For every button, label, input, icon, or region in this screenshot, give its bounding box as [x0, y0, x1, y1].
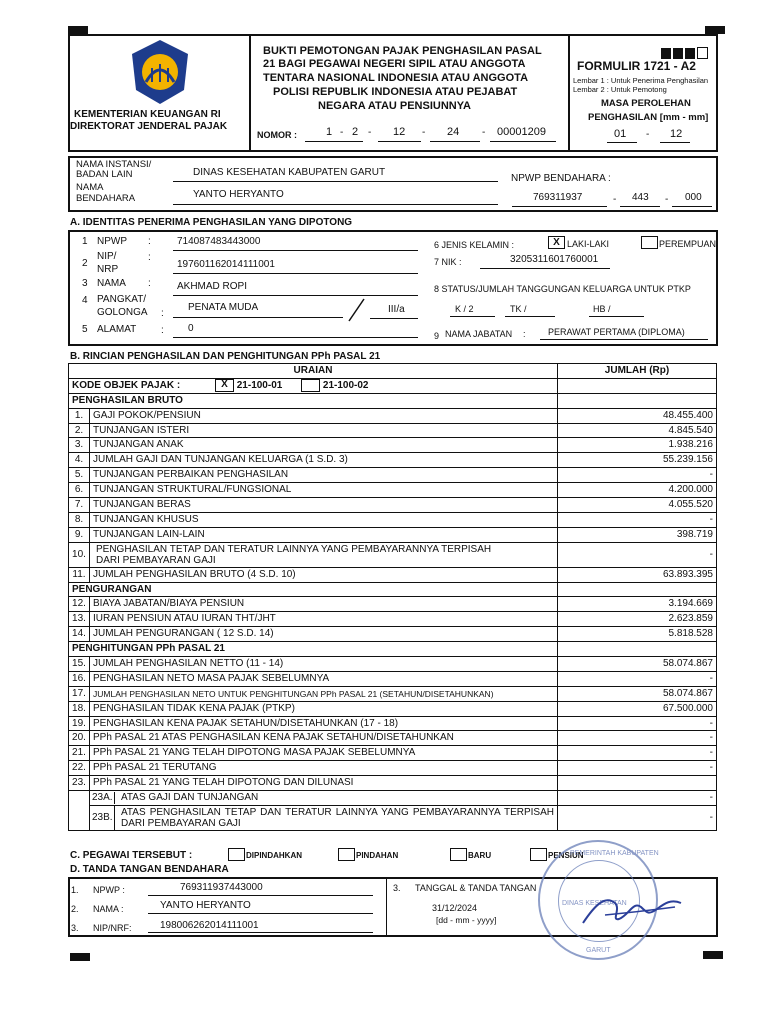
row-no: 23. [69, 776, 90, 791]
corner-marker-tr [705, 26, 725, 34]
table-cell [558, 642, 717, 657]
row-amount: 58.074.867 [558, 657, 717, 672]
row-no: 14. [69, 627, 90, 642]
a-alamat-value: 0 [188, 323, 194, 334]
row-no: 17. [69, 686, 90, 701]
row-no: 20. [69, 731, 90, 746]
row-no: 9. [69, 527, 90, 542]
a-jabatan-value: PERAWAT PERTAMA (DIPLOMA) [548, 327, 685, 337]
a-pangkat-label-2: GOLONGA [97, 307, 148, 318]
masa-from: 01 [614, 128, 627, 140]
table-row [69, 498, 717, 513]
row-amount: - [558, 761, 717, 776]
table-row [69, 761, 717, 776]
masa-to: 12 [670, 128, 683, 140]
d-num-2: 2. [71, 904, 79, 914]
table-row [69, 612, 717, 627]
row-no: 13. [69, 612, 90, 627]
a-nip-label-1: NIP/ [97, 251, 117, 262]
bruto-title: PENGHASILAN BRUTO [69, 393, 558, 408]
nomor-label: NOMOR : [257, 130, 297, 140]
form-name: FORMULIR 1721 - A2 [577, 59, 696, 73]
npwp-bendahara-part-1: 769311937 [533, 192, 583, 203]
form-title-line-1: BUKTI PEMOTONGAN PAJAK PENGHASILAN PASAL [263, 45, 542, 57]
row-amount: 4.200.000 [558, 483, 717, 498]
a-pangkat-num: 4 [82, 295, 88, 306]
form-title-line-4: POLISI REPUBLIK INDONESIA ATAU PEJABAT [273, 86, 518, 98]
table-row [69, 597, 717, 612]
baru-checkbox[interactable] [450, 848, 467, 861]
table-cell [558, 393, 717, 408]
row-amount: - [558, 731, 717, 746]
row-amount: 67.500.000 [558, 701, 717, 716]
kode-objek-cell [69, 378, 558, 393]
slash-divider [346, 298, 366, 322]
table-row [69, 746, 717, 761]
directorate-name: DIREKTORAT JENDERAL PAJAK [70, 121, 228, 132]
nomor-part-2: 2 [352, 126, 359, 138]
row-amount: - [558, 716, 717, 731]
row-amount: 5.818.528 [558, 627, 717, 642]
d-num-1: 1. [71, 885, 79, 895]
table-row [69, 627, 717, 642]
row-amount: 55.239.156 [558, 453, 717, 468]
pengurangan-title: PENGURANGAN [69, 582, 558, 597]
row-label: IURAN PENSIUN ATAU IURAN THT/JHT [90, 612, 558, 627]
d-nama-label: NAMA : [93, 904, 124, 914]
row-sub-cell [90, 791, 558, 806]
baru-label: BARU [468, 851, 492, 860]
a-nama-underline [173, 295, 418, 296]
nomor-part-4: 24 [447, 126, 460, 138]
row-label: JUMLAH PENGHASILAN NETTO (11 - 14) [90, 657, 558, 672]
a-npwp-label: NPWP [97, 236, 127, 247]
a-nip-underline [173, 273, 418, 274]
row-amount: - [558, 671, 717, 686]
row-no-empty [69, 791, 90, 806]
form-title-line-2: 21 BAGI PEGAWAI NEGERI SIPIL ATAU ANGGOTA [263, 58, 526, 70]
pindahan-label: PINDAHAN [356, 851, 399, 860]
d-num-3b: 3. [393, 883, 401, 893]
masa-dash: - [646, 129, 650, 140]
a-npwp-underline [173, 250, 418, 251]
a-nip-label-2: NRP [97, 264, 119, 275]
table-row [69, 483, 717, 498]
row-no: 11. [69, 567, 90, 582]
row-no: 4. [69, 453, 90, 468]
a-nip-num: 2 [82, 258, 88, 269]
nomor-dash: - [482, 127, 486, 138]
row-label: TUNJANGAN ISTERI [90, 423, 558, 438]
corner-marker-tl [68, 26, 88, 34]
row-label: PPh PASAL 21 ATAS PENGHASILAN KENA PAJAK SETAHUN/DISETAHUNKAN [90, 731, 558, 746]
nomor-underline [305, 141, 363, 142]
a-alamat-label: ALAMAT [97, 324, 137, 335]
d-npwp-underline [148, 895, 373, 896]
table-cell [558, 582, 717, 597]
a-pangkat-value: PENATA MUDA [188, 302, 259, 313]
corner-marker-br [703, 951, 723, 959]
row-no: 1. [69, 408, 90, 423]
d-nama-value: YANTO HERYANTO [160, 900, 251, 911]
a-npwp-num: 1 [82, 236, 88, 247]
row-amount: - [558, 805, 717, 830]
row-no-empty [69, 805, 90, 830]
row-no: 22. [69, 761, 90, 776]
stamp-top-text: PEMERINTAH KABUPATEN [570, 850, 659, 857]
a-nip-value: 197601162014111001 [177, 259, 275, 270]
nomor-dash: - [422, 127, 426, 138]
row-label: TUNJANGAN ANAK [90, 438, 558, 453]
a-nik-underline [480, 268, 610, 269]
row-label: PPh PASAL 21 YANG TELAH DIPOTONG DAN DILUNASI [90, 776, 558, 791]
row-no: 2. [69, 423, 90, 438]
table-row [69, 701, 717, 716]
d-num-3: 3. [71, 923, 79, 933]
row-amount: - [558, 746, 717, 761]
row-sub-cell [90, 805, 558, 830]
a-nik-label: 7 NIK : [434, 257, 462, 267]
d-date-format: [dd - mm - yyyy] [436, 915, 497, 925]
section-a-title: A. IDENTITAS PENERIMA PENGHASILAN YANG DIPOTONG [70, 217, 353, 228]
table-row [69, 453, 717, 468]
table-row [69, 657, 717, 672]
a-pangkat-label-1: PANGKAT/ [97, 294, 147, 305]
row-label: GAJI POKOK/PENSIUN [90, 408, 558, 423]
row-label: JUMLAH PENGHASILAN NETO UNTUK PENGHITUNGAN PPh PASAL 21 (SETAHUN/DISETAHUNKAN) [90, 686, 558, 701]
a-pangkat-colon: : [161, 308, 164, 319]
header-divider-left [249, 34, 251, 152]
row-no: 19. [69, 716, 90, 731]
row-label: TUNJANGAN KHUSUS [90, 512, 558, 527]
kode-2-label: 21-100-02 [322, 380, 369, 392]
table-row [69, 542, 717, 567]
table-header-row [69, 364, 717, 379]
section-row [69, 393, 717, 408]
table-row [69, 567, 717, 582]
row-no: 15. [69, 657, 90, 672]
jk-female-label: PEREMPUAN [659, 239, 717, 249]
bendahara-label-2: BENDAHARA [76, 193, 136, 204]
header-divider-right [568, 34, 570, 152]
form-title-line-5: NEGARA ATAU PENSIUNNYA [318, 100, 471, 112]
section-row [69, 642, 717, 657]
row-label: PENGHASILAN TETAP DAN TERATUR LAINNYA YANG PEMBAYARANNYA TERPISAH DARI PEMBAYARAN GAJI [90, 542, 558, 567]
masa-label-2: PENGHASILAN [mm - mm] [588, 112, 709, 123]
d-nip-value: 198006262014111001 [160, 920, 259, 931]
section-d-title: D. TANDA TANGAN BENDAHARA [70, 864, 229, 875]
d-ttd-label: TANGGAL & TANDA TANGAN [415, 883, 537, 893]
a-status-tk: TK / [510, 304, 527, 314]
row-no: 10. [69, 542, 90, 567]
section-row [69, 582, 717, 597]
row-no: 5. [69, 468, 90, 483]
row-no: 12. [69, 597, 90, 612]
row-no: 7. [69, 498, 90, 513]
stamp-center-text: DINAS KESEHATAN [562, 900, 627, 907]
row-label: PENGHASILAN TIDAK KENA PAJAK (PTKP) [90, 701, 558, 716]
masa-underline [660, 142, 690, 143]
table-row [69, 671, 717, 686]
a-nama-colon: : [148, 278, 151, 289]
row-no: 3. [69, 438, 90, 453]
section-b-title: B. RINCIAN PENGHASILAN DAN PENGHITUNGAN PPh PASAL 21 [70, 351, 381, 362]
ministry-name: KEMENTERIAN KEUANGAN RI [74, 109, 221, 120]
a-status-underline [589, 316, 644, 317]
row-no: 8. [69, 512, 90, 527]
row-label: JUMLAH PENGHASILAN BRUTO (4 S.D. 10) [90, 567, 558, 582]
section-c-title: C. PEGAWAI TERSEBUT : [70, 850, 193, 861]
stamp-bottom-text: GARUT [586, 947, 611, 954]
npwp-underline [672, 206, 712, 207]
a-nama-value: AKHMAD ROPI [177, 281, 248, 292]
npwp-dash: - [665, 194, 669, 205]
row-amount: - [558, 542, 717, 567]
table-row [69, 438, 717, 453]
a-nama-num: 3 [82, 278, 88, 289]
pensiun-checkbox[interactable] [530, 848, 547, 861]
a-jabatan-label: NAMA JABATAN [445, 329, 513, 339]
a-status-hb: HB / [593, 304, 611, 314]
row-label: ATAS GAJI DAN TUNJANGAN [121, 791, 259, 803]
a-jabatan-underline [540, 339, 708, 340]
row-label: PENGHASILAN NETO MASA PAJAK SEBELUMNYA [90, 671, 558, 686]
row-sub-no: 23A. [90, 792, 115, 804]
a-status-underline [505, 316, 555, 317]
npwp-bendahara-label: NPWP BENDAHARA : [511, 173, 611, 184]
table-row [69, 716, 717, 731]
a-golongan-value: III/a [388, 304, 405, 315]
row-label: TUNJANGAN LAIN-LAIN [90, 527, 558, 542]
kode-1-label: 21-100-01 [236, 380, 283, 392]
masa-label-1: MASA PEROLEHAN [601, 98, 691, 109]
table-row [69, 805, 717, 830]
dipindahkan-checkbox[interactable] [228, 848, 245, 861]
a-npwp-value: 714087483443000 [177, 236, 261, 247]
jk-male-label: LAKI-LAKI [567, 239, 610, 249]
income-table [68, 363, 717, 831]
instansi-label-2: BADAN LAIN [76, 169, 133, 180]
bendahara-value: YANTO HERYANTO [193, 189, 284, 200]
a-jk-label: 6 JENIS KELAMIN : [434, 240, 515, 250]
row-amount: 63.893.395 [558, 567, 717, 582]
row-amount: - [558, 791, 717, 806]
a-status-k: K / 2 [455, 304, 474, 314]
row-no: 18. [69, 701, 90, 716]
row-sub-no: 23B. [90, 806, 115, 830]
kode-objek-row [69, 378, 717, 393]
nomor-underline [430, 141, 480, 142]
row-label: PPh PASAL 21 YANG TELAH DIPOTONG MASA PAJAK SEBELUMNYA [90, 746, 558, 761]
row-amount: - [558, 468, 717, 483]
lembar-1: Lembar 1 : Untuk Penerima Penghasilan [573, 76, 709, 85]
row-amount: - [558, 512, 717, 527]
nomor-underline [490, 141, 556, 142]
row-amount: 4.055.520 [558, 498, 717, 513]
row-label: TUNJANGAN STRUKTURAL/FUNGSIONAL [90, 483, 558, 498]
d-date-value: 31/12/2024 [432, 903, 478, 913]
row-amount: 3.194.669 [558, 597, 717, 612]
d-nip-underline [148, 932, 373, 933]
d-nama-underline [148, 913, 373, 914]
d-nip-label: NIP/NRF: [93, 923, 132, 933]
row-no: 21. [69, 746, 90, 761]
a-status-label: 8 STATUS/JUMLAH TANGGUNGAN KELUARGA UNTUK PTKP [434, 284, 691, 294]
row-amount: 2.623.859 [558, 612, 717, 627]
nomor-underline [378, 141, 421, 142]
jk-female-checkbox[interactable] [641, 236, 658, 249]
col-uraian-header: URAIAN [69, 364, 558, 379]
kode-1-checkbox[interactable]: X [215, 379, 234, 392]
row-no: 6. [69, 483, 90, 498]
table-row [69, 791, 717, 806]
nomor-dash: - [340, 127, 344, 138]
table-row [69, 776, 717, 791]
nomor-dash: - [368, 127, 372, 138]
nomor-part-3: 12 [393, 126, 406, 138]
row-label: PPh PASAL 21 TERUTANG [90, 761, 558, 776]
table-row [69, 512, 717, 527]
instansi-value: DINAS KESEHATAN KABUPATEN GARUT [193, 167, 386, 178]
section-d-divider [386, 877, 387, 937]
d-npwp-label: NPWP : [93, 885, 125, 895]
table-row [69, 408, 717, 423]
a-nama-label: NAMA [97, 278, 126, 289]
a-npwp-colon: : [148, 236, 151, 247]
d-npwp-value: 769311937443000 [180, 882, 263, 893]
lembar-2: Lembar 2 : Untuk Pemotong [573, 85, 667, 94]
table-row [69, 731, 717, 746]
a-alamat-underline [173, 337, 418, 338]
npwp-underline [512, 206, 607, 207]
table-row [69, 686, 717, 701]
row-label: TUNJANGAN BERAS [90, 498, 558, 513]
a-status-underline [450, 316, 495, 317]
row-amount [558, 776, 717, 791]
row-no: 16. [69, 671, 90, 686]
a-pangkat-underline [173, 317, 343, 318]
bendahara-label-1: NAMA [76, 182, 104, 193]
row-label: ATAS PENGHASILAN TETAP DAN TERATUR LAINNYA YANG PEMBAYARANNYA TERPISAH DARI PEMBAYARAN GAJI [121, 806, 554, 829]
a-alamat-num: 5 [82, 324, 88, 335]
dipindahkan-label: DIPINDAHKAN [246, 851, 302, 860]
table-row [69, 468, 717, 483]
pensiun-label: PENSIUN [548, 851, 584, 860]
nomor-part-1: 1 [326, 126, 333, 138]
signature-icon [575, 885, 695, 935]
col-jumlah-header: JUMLAH (Rp) [558, 364, 717, 379]
masa-underline [607, 142, 637, 143]
instansi-label-1: NAMA INSTANSI/ [76, 159, 152, 170]
row-label: JUMLAH PENGURANGAN ( 12 S.D. 14) [90, 627, 558, 642]
bendahara-underline [173, 204, 498, 205]
a-jabatan-colon: : [523, 329, 526, 339]
npwp-underline [620, 206, 660, 207]
corner-marker-bl [70, 953, 90, 961]
kode-2-checkbox[interactable] [301, 379, 320, 392]
pindahan-checkbox[interactable] [338, 848, 355, 861]
instansi-underline [173, 181, 498, 182]
table-row [69, 527, 717, 542]
table-row [69, 423, 717, 438]
row-amount: 48.455.400 [558, 408, 717, 423]
row-amount: 398.719 [558, 527, 717, 542]
npwp-bendahara-part-3: 000 [685, 192, 702, 203]
row-amount: 58.074.867 [558, 686, 717, 701]
ministry-logo-icon [128, 38, 192, 106]
jk-male-checkbox[interactable]: X [548, 236, 565, 249]
row-label: BIAYA JABATAN/BIAYA PENSIUN [90, 597, 558, 612]
row-amount: 1.938.216 [558, 438, 717, 453]
a-golongan-underline [370, 318, 418, 319]
nomor-part-5: 00001209 [497, 126, 546, 138]
a-nip-colon: : [148, 252, 151, 263]
row-amount: 4.845.540 [558, 423, 717, 438]
pph-title: PENGHITUNGAN PPh PASAL 21 [69, 642, 558, 657]
table-cell [558, 378, 717, 393]
a-nik-value: 3205311601760001 [510, 254, 599, 265]
row-label: JUMLAH GAJI DAN TUNJANGAN KELUARGA (1 S.D. 3) [90, 453, 558, 468]
row-label: TUNJANGAN PERBAIKAN PENGHASILAN [90, 468, 558, 483]
kode-objek-label: KODE OBJEK PAJAK : [72, 380, 181, 392]
form-title-line-3: TENTARA NASIONAL INDONESIA ATAU ANGGOTA [263, 72, 529, 84]
a-alamat-colon: : [161, 325, 164, 336]
npwp-dash: - [613, 194, 617, 205]
row-label: PENGHASILAN KENA PAJAK SETAHUN/DISETAHUNKAN (17 - 18) [90, 716, 558, 731]
a-jabatan-num: 9 [434, 331, 440, 341]
npwp-bendahara-part-2: 443 [632, 192, 649, 203]
